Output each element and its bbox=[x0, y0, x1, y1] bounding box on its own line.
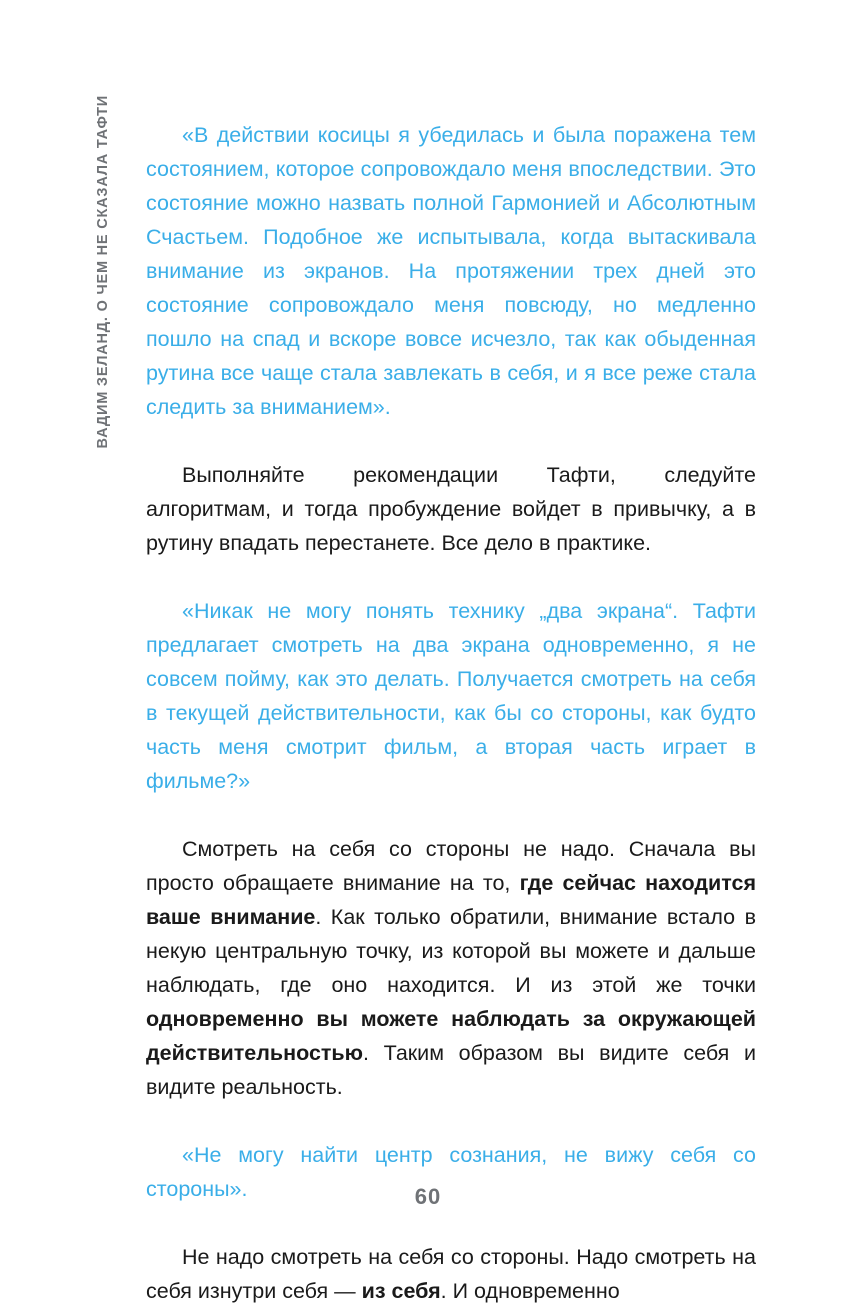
text-run: Смотреть на себя со стороны не надо. Сначала вы просто обращаете внимание на то, bbox=[146, 837, 756, 895]
page-number: 60 bbox=[414, 1184, 442, 1209]
paragraph-spacer bbox=[146, 798, 756, 832]
paragraph-spacer bbox=[146, 1104, 756, 1138]
reader-quote-paragraph: «Не могу найти центр сознания, не вижу себя со стороны». bbox=[146, 1143, 756, 1201]
text-run: Не надо смотреть на себя со стороны. Надо смотреть на себя изнутри себя — bbox=[146, 1245, 756, 1303]
paragraph-spacer bbox=[146, 424, 756, 458]
text-run-bold: одновременно вы можете наблюдать за окружающей действительностью bbox=[146, 1007, 756, 1065]
reader-quote-paragraph: «Никак не могу понять технику „два экрана“. Тафти предлагает смотреть на два экрана одновременно, я не совсем пойму, как это делать. Получается смотреть на себя в текущей действительности, как бы со стороны, как будто часть меня смотрит фильм, а вторая часть играет в фильме?» bbox=[146, 599, 756, 793]
paragraph-spacer bbox=[146, 1206, 756, 1240]
author-answer-paragraph: Выполняйте рекомендации Тафти, следуйте алгоритмам, и тогда пробуждение войдет в привычку, а в рутину впадать перестанете. Все дело в практике. bbox=[146, 463, 756, 555]
text-run-bold: где сейчас находится ваше внимание bbox=[146, 871, 756, 929]
paragraph-spacer bbox=[146, 560, 756, 594]
running-head bbox=[88, 95, 118, 449]
text-run-bold: из себя bbox=[361, 1279, 441, 1303]
text-run: . Как только обратили, внимание встало в некую центральную точку, из которой вы можете и дальше наблюдать, где оно находится. И из этой же точки bbox=[146, 905, 756, 997]
reader-quote-paragraph: «В действии косицы я убедилась и была поражена тем состоянием, которое сопровождало меня впоследствии. Это состояние можно назвать полной Гармонией и Абсолютным Счастьем. Подобное же испытывала, когда вытаскивала внимание из экранов. На протяжении трех дней это состояние сопровождало меня повсюду, но медленно пошло на спад и вскоре вовсе исчезло, так как обыденная рутина все чаще стала завлекать в себя, и я все реже стала следить за вниманием». bbox=[146, 123, 756, 419]
author-answer-paragraph bbox=[146, 1240, 756, 1308]
text-run: . И одновременно bbox=[440, 1279, 620, 1303]
text-run: . Таким образом вы видите себя и видите реальность. bbox=[146, 1041, 756, 1099]
author-answer-paragraph bbox=[146, 832, 756, 1104]
running-head-text: ВАДИМ ЗЕЛАНД. О ЧЕМ НЕ СКАЗАЛА ТАФТИ bbox=[95, 95, 111, 449]
page-body-text bbox=[146, 118, 756, 1308]
